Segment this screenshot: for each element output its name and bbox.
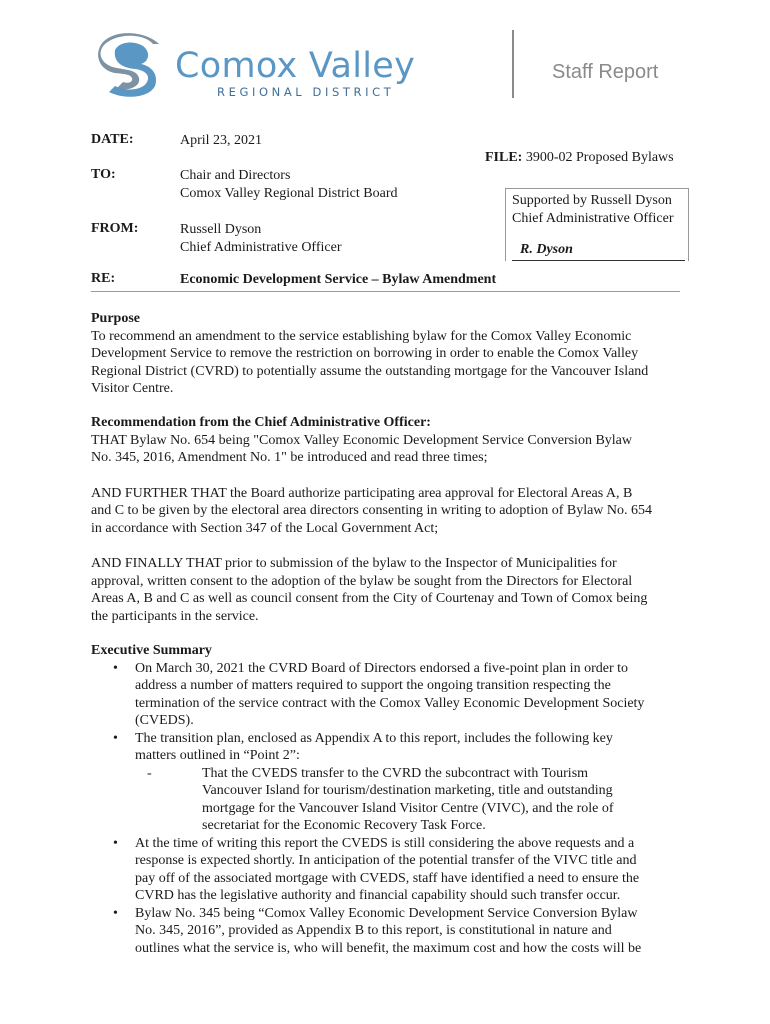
subitem-line: secretariat for the Economic Recovery Task Force. (202, 818, 486, 833)
to-label: TO: (91, 167, 116, 182)
purpose-line: Visitor Centre. (91, 381, 174, 396)
summary-bullet (91, 905, 691, 958)
signature: R. Dyson (520, 242, 573, 257)
date-value: April 23, 2021 (180, 133, 263, 148)
to-line: Comox Valley Regional District Board (180, 186, 398, 201)
bullet-line: The transition plan, enclosed as Appendix A to this report, includes the following key (135, 730, 613, 746)
re-subject: Economic Development Service – Bylaw Amendment (180, 272, 497, 287)
bullet-line: response is expected shortly. In anticipation of the potential transfer of the VIVC title and (135, 853, 637, 868)
rec-para-2 (91, 485, 691, 538)
approval-text (512, 192, 673, 228)
file-reference (485, 150, 674, 166)
bullet-line: On March 30, 2021 the CVRD Board of Directors endorsed a five-point plan in order to (135, 660, 628, 676)
subitem-line: mortgage for the Vancouver Island Visitor Centre (VIVC), and the role of (202, 800, 614, 816)
document-type: Staff Report (552, 61, 659, 83)
purpose-line: To recommend an amendment to the service establishing bylaw for the Comox Valley Economic (91, 328, 632, 344)
bullet-icon: • (113, 905, 118, 921)
from-line: Chief Administrative Officer (180, 240, 342, 255)
bullet-icon: • (113, 660, 118, 676)
bullet-line: outlines what the service is, who will benefit, the maximum cost and how the costs will be (135, 940, 642, 956)
purpose-heading: Purpose (91, 311, 140, 326)
bullet-line: termination of the service contract with the Comox Valley Economic Development Society (135, 695, 645, 711)
executive-summary-section (91, 642, 691, 957)
crd-s-emblem-icon (95, 30, 167, 102)
bullet-line: address a number of matters required to support the ongoing transition respecting the (135, 678, 611, 693)
to-line: Chair and Directors (180, 168, 291, 183)
date-label: DATE: (91, 132, 134, 147)
bullet-line: CVRD has the legislative authority and financial capability should such transfer occur. (135, 888, 621, 903)
subitem-line: That the CVEDS transfer to the CVRD the subcontract with Tourism (202, 765, 589, 781)
rec-line: the participants in the service. (91, 608, 259, 624)
subitem-line: Vancouver Island for tourism/destination marketing, title and outstanding (202, 783, 613, 798)
summary-list (91, 660, 691, 765)
purpose-section (91, 310, 691, 398)
rec-line: THAT Bylaw No. 654 being "Comox Valley Economic Development Service Conversion Bylaw (91, 432, 633, 448)
from-sender (180, 221, 341, 257)
bullet-line: matters outlined in “Point 2”: (135, 748, 300, 763)
rec-line: in accordance with Section 347 of the Local Government Act; (91, 520, 439, 536)
file-value: 3900-02 Proposed Bylaws (525, 150, 674, 165)
rec-line: and C to be given by the electoral area directors consenting in writing to adoption of Bylaw No. 654 (91, 503, 653, 518)
rec-line: AND FURTHER THAT the Board authorize participating area approval for Electoral Areas A, B (91, 485, 633, 501)
rec-line: Areas A, B and C as well as council consent from the City of Courtenay and Town of Comox being (91, 591, 648, 606)
recommendation-heading: Recommendation from the Chief Administrative Officer: (91, 415, 431, 430)
to-recipients (180, 167, 398, 203)
summary-bullet (91, 730, 691, 765)
header-divider (512, 30, 514, 98)
recommendation-section (91, 414, 691, 625)
rec-line: AND FINALLY THAT prior to submission of the bylaw to the Inspector of Municipalities for (91, 556, 617, 571)
purpose-line: Regional District (CVRD) to potentially assume the outstanding mortgage for the Vancouver Island (91, 363, 649, 379)
rec-para-1 (91, 432, 691, 467)
org-name: Comox Valley (175, 46, 416, 86)
dash-icon: - (147, 765, 152, 781)
crd-logo (95, 30, 416, 100)
approval-line: Supported by Russell Dyson (512, 193, 672, 208)
approval-line: Chief Administrative Officer (512, 211, 674, 226)
bullet-line: At the time of writing this report the CVEDS is still considering the above requests and a (135, 835, 635, 851)
file-label: FILE: (485, 150, 523, 165)
rec-para-3 (91, 555, 691, 625)
bullet-line: pay off of the associated mortgage with CVEDS, staff have identified a need to ensure the (135, 870, 640, 886)
purpose-line: Development Service to remove the restriction on borrowing in order to enable the Comox Valley (91, 346, 639, 361)
bullet-icon: • (113, 835, 118, 851)
rec-line: No. 345, 2016, Amendment No. 1" be introduced and read three times; (91, 450, 488, 465)
signature-line (512, 260, 685, 261)
bullet-line: No. 345, 2016”, provided as Appendix B to this report, is constitutional in nature and (135, 923, 612, 938)
summary-subitem (91, 765, 691, 835)
bullet-icon: • (113, 730, 118, 746)
re-label: RE: (91, 271, 116, 286)
org-subtitle: REGIONAL DISTRICT (217, 85, 395, 99)
summary-bullet (91, 835, 691, 905)
from-line: Russell Dyson (180, 222, 262, 237)
rec-line: approval, written consent to the adoption of the bylaw be sought from the Directors for Electoral (91, 573, 633, 589)
from-label: FROM: (91, 221, 139, 236)
summary-heading: Executive Summary (91, 643, 212, 658)
bullet-line: (CVEDS). (135, 713, 194, 728)
bullet-line: Bylaw No. 345 being “Comox Valley Economic Development Service Conversion Bylaw (135, 905, 638, 921)
summary-bullet (91, 660, 691, 730)
summary-list-continued (91, 835, 691, 958)
header-rule (91, 291, 680, 292)
